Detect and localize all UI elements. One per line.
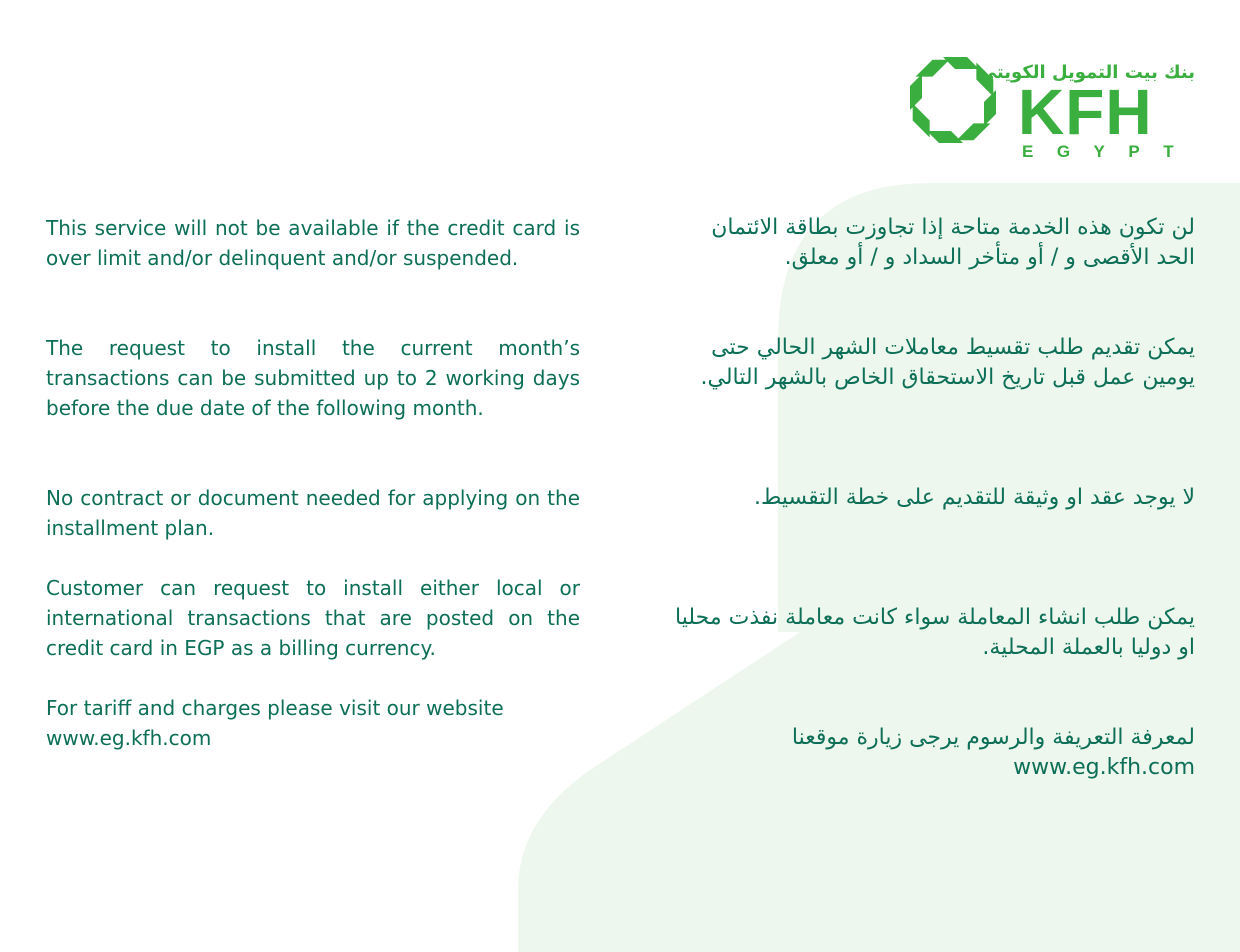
english-website-prompt: For tariff and charges please visit our website: [46, 696, 504, 720]
english-paragraph-2: The request to install the current month’s transactions can be submitted up to 2 working days before the due date of the following month.: [46, 336, 580, 420]
english-paragraph-3: No contract or document needed for applying on the installment plan.: [46, 486, 580, 540]
logo-arabic-name: بنك بيت التمويل الكويتي: [978, 62, 1195, 83]
arabic-paragraph-3: لا يوجد عقد او وثيقة للتقديم على خطة التقسيط.: [754, 485, 1195, 510]
logo-country: EGYPT: [1022, 142, 1198, 161]
english-paragraph-1: This service will not be available if the credit card is over limit and/or delinquent and/or suspended.: [46, 216, 580, 270]
background-shape-lower: [518, 632, 1240, 952]
arabic-paragraph-2: يمكن تقديم طلب تقسيط معاملات الشهر الحالي حتى يومين عمل قبل تاريخ الاستحقاق الخاص بالشهر التالي.: [700, 335, 1195, 390]
english-paragraph-5: [46, 693, 580, 753]
arabic-website-link[interactable]: www.eg.kfh.com: [1013, 755, 1195, 780]
arabic-paragraph-5: [675, 723, 1195, 783]
arabic-paragraph-1: لن تكون هذه الخدمة متاحة إذا تجاوزت بطاقة الائتمان الحد الأقصى و / أو متأخر السداد و / أو معلق.: [711, 215, 1195, 270]
english-website-link[interactable]: www.eg.kfh.com: [46, 726, 212, 750]
arabic-website-prompt: لمعرفة التعريفة والرسوم يرجى زيارة موقعنا: [791, 725, 1195, 750]
logo-wordmark: KFH: [1018, 76, 1153, 148]
english-paragraph-4: Customer can request to install either local or international transactions that are posted on the credit card in EGP as a billing currency.: [46, 576, 580, 660]
arabic-paragraph-4: يمكن طلب انشاء المعاملة سواء كانت معاملة نفذت محليا او دوليا بالعملة المحلية.: [675, 605, 1195, 660]
